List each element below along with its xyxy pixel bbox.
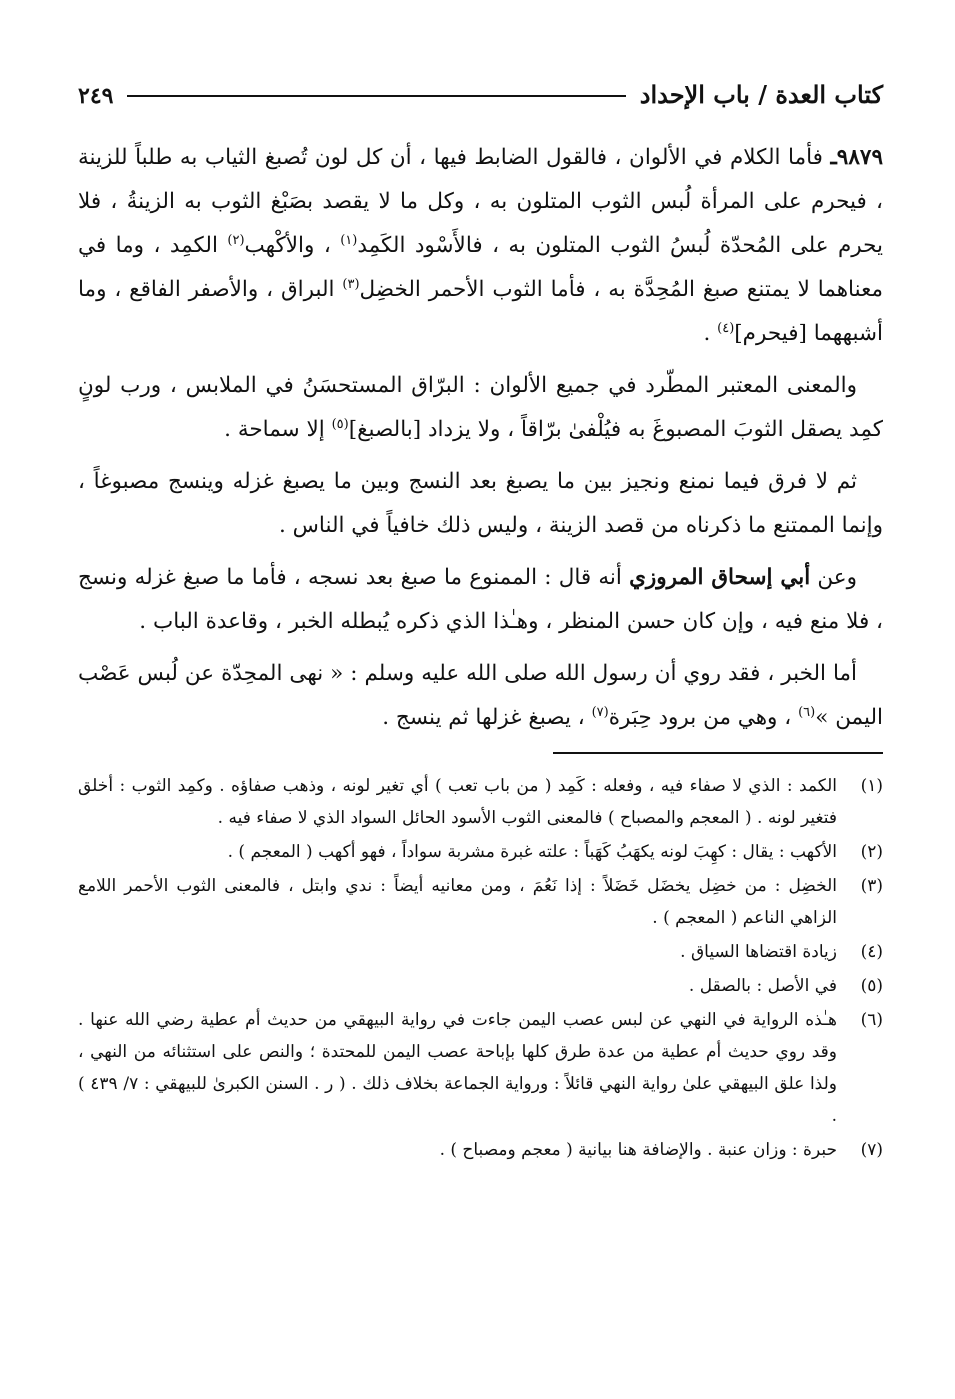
footnote-ref-5[interactable]: (٥) — [331, 416, 349, 432]
chapter-title: كتاب العدة / باب الإحداد — [639, 80, 883, 109]
footnote-ref-1[interactable]: (١) — [340, 232, 358, 248]
footnote-ref-4[interactable]: (٤) — [717, 320, 735, 336]
paragraph-text: . — [703, 321, 711, 346]
footnote — [78, 836, 883, 868]
footnote — [78, 936, 883, 968]
header-rule — [127, 95, 625, 97]
footnote-number: (١) — [860, 776, 883, 796]
footnote-text: زيادة اقتضاها السياق . — [680, 942, 837, 962]
footnote-number: (٢) — [860, 842, 883, 862]
paragraph-text: الكمِد ، وما في معناهما لا يمتنع صبغ المُحِدَّة به ، فأما الثوب الأحمر الخضِل — [78, 233, 883, 302]
footnote-number: (٣) — [860, 876, 883, 896]
footnote-separator — [553, 752, 883, 754]
footnote — [78, 970, 883, 1002]
footnote-number: (٥) — [860, 976, 883, 996]
footnote — [78, 870, 883, 934]
footnote-text: في الأصل : بالصقل . — [688, 976, 837, 996]
footnote-text: الخضِل : من خضِل يخضَل خَضَلاً : إذا نَعُمَ ، ومن معانيه أيضاً : ندي وابتل ، فالمعنى الثوب الأحمر اللامع الزاهي الناعم ( المعجم ) . — [78, 876, 837, 928]
footnote — [78, 1004, 883, 1132]
footnote-ref-6[interactable]: (٦) — [798, 704, 816, 720]
paragraph-text: أما الخبر ، فقد روي أن رسول الله صلى الله عليه وسلم : « نهى المحِدّة عن لُبس عَصْب اليمن » — [78, 661, 883, 730]
running-header — [78, 80, 883, 124]
paragraph-text: وعن — [817, 565, 857, 590]
scholar-name: أبي إسحاق المروزي — [629, 565, 811, 590]
footnote-text: حبرة : وزان عنبة . والإضافة هنا بيانية ( معجم ومصباح ) . — [439, 1140, 837, 1160]
footnote-number: (٦) — [860, 1010, 883, 1030]
paragraph-number: ٩٨٧٩ـ — [830, 145, 883, 170]
footnotes — [78, 770, 883, 1166]
paragraph-text: والمعنى المعتبر المطّرد في جميع الألوان : البرّاق المستحسَنُ في الملابس ، ورب لونٍ كمِد يصقل الثوبَ المصبوغَ به فيُلْفىٰ برّاقاً ، ولا يزداد [بالصبغ] — [78, 373, 883, 442]
footnote-text: الأكهب : يقال : كهِبَ لونه يكهَبُ كَهَباً : علته غبرة مشربة سواداً ، فهو أكهب ( المعجم ) . — [227, 842, 837, 862]
paragraph-4 — [78, 556, 883, 644]
footnote-number: (٧) — [860, 1140, 883, 1160]
paragraph-5 — [78, 652, 883, 740]
footnote-text: الكمد : الذي لا صفاء فيه ، وفعله : كَمِد ( من باب تعب ) أي تغير لونه ، وذهب صفاؤه . وكمِد الثوب : أخلق فتغير لونه . ( المعجم والمصباح ) فالمعنى الثوب الأسود الحائل السواد الذي لا صفاء فيه . — [78, 776, 837, 828]
paragraph-9879 — [78, 136, 883, 356]
paragraph-text: ، يصبغ غزلها ثم ينسج . — [382, 705, 585, 730]
footnote — [78, 1134, 883, 1166]
footnote — [78, 770, 883, 834]
footnote-ref-2[interactable]: (٢) — [227, 232, 245, 248]
paragraph-text: البراق ، والأصفر الفاقع ، وما أشبههما [فيحرم] — [78, 277, 883, 346]
paragraph-3: ثم لا فرق فيما نمنع ونجيز بين ما يصبغ بعد النسج وبين ما يصبغ غزله وينسج مصبوغاً ، وإنما الممتنع ما ذكرناه من قصد الزينة ، وليس ذلك خافياً في الناس . — [78, 469, 883, 538]
page-number: ٢٤٩ — [78, 83, 114, 109]
paragraph-2 — [78, 364, 883, 452]
paragraph-text: ، والأكْهب — [244, 233, 331, 258]
footnote-text: هـٰذه الرواية في النهي عن لبس عصب اليمن جاءت في رواية البيهقي من حديث أم عطية رضي الله عنها . وقد روي حديث أم عطية من عدة طرق كلها بإباحة عصب اليمن للمحتدة ؛ والنص على استثنائه من النهي ، ولذا علق البيهقي علىٰ رواية النهي قائلاً : ورواية الجماعة بخلاف ذلك . ( ر . السنن الكبرىٰ للبيهقي : ٧/ ٤٣٩ ) . — [78, 1010, 837, 1126]
paragraph-text: أنه قال : الممنوع ما صبغ بعد نسجه ، فأما ما صبغ غزله ونسج ، فلا منع فيه ، وإن كان حسن المنظر ، وهـٰذا الذي ذكره يُبطله الخبر ، وقاعدة الباب . — [78, 565, 883, 634]
paragraph-text: ، وهي من برود حِبَرة — [608, 705, 792, 730]
paragraph-text: فأما الكلام في الألوان ، فالقول الضابط فيها ، أن كل لون تُصبغ الثياب به طلباً للزينة ، فيحرم على المرأة لُبس الثوب المتلون به ، وكل ما لا يقصد بصَبْغ الثوب به الزينةُ ، فلا يحرم على المُحدّة لُبسُ الثوب المتلون به ، فالأَسْود الكَمِد — [78, 145, 883, 258]
footnote-number: (٤) — [860, 942, 883, 962]
footnote-ref-7[interactable]: (٧) — [591, 704, 609, 720]
main-text — [78, 136, 883, 740]
footnote-ref-3[interactable]: (٣) — [342, 276, 360, 292]
page — [78, 80, 883, 1168]
paragraph-text: إلا سماحة . — [224, 417, 325, 442]
